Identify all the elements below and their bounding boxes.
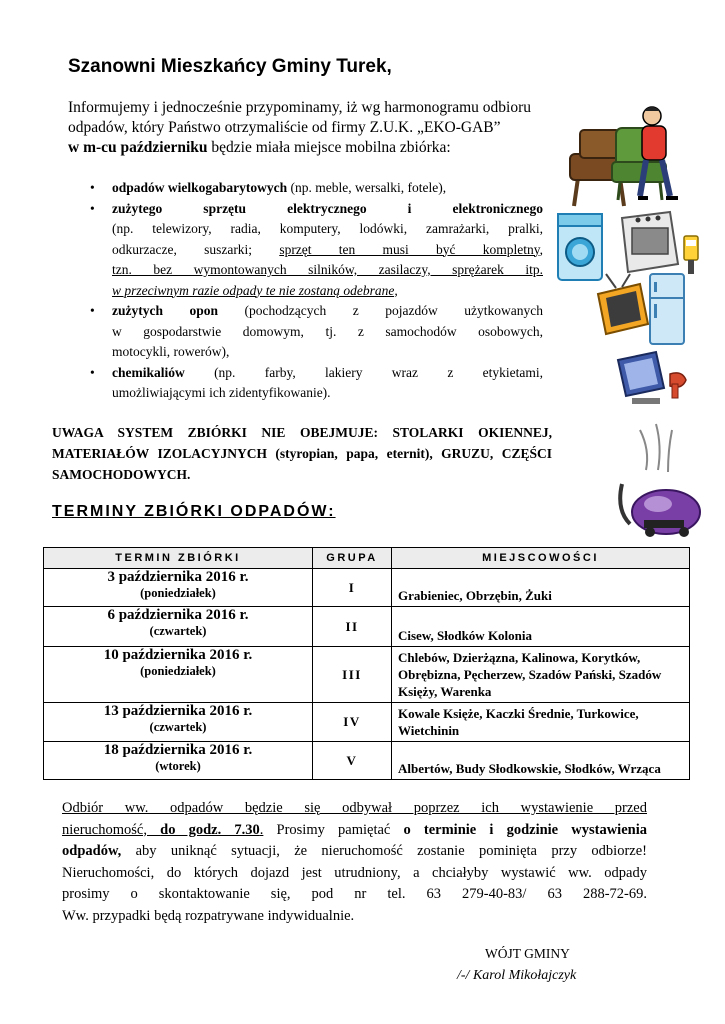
list-item xyxy=(90,301,543,363)
places-cell: Albertów, Budy Słodkowskie, Słodków, Wrząca xyxy=(392,742,690,780)
list-item-text: (np. farby, lakiery wraz z etykietami, xyxy=(214,364,543,380)
schedule-title: TERMINY ZBIÓRKI ODPADÓW: xyxy=(52,503,336,520)
intro-month: w m-cu październiku xyxy=(68,139,208,156)
tv-fridge-icon xyxy=(594,272,694,352)
footer-text: Prosimy pamiętać xyxy=(263,821,404,838)
signature-title: WÓJT GMINY xyxy=(485,946,570,961)
warning-line: SAMOCHODOWYCH. xyxy=(52,467,191,482)
list-item-text: (np. meble, wersalki, fotele), xyxy=(287,180,447,195)
group-cell: II xyxy=(313,607,392,647)
signature-name: /-/ Karol Mikołajczyk xyxy=(457,968,577,983)
date-cell xyxy=(44,742,313,780)
list-item-lead: odpadów wielkogabarytowych xyxy=(112,180,288,195)
footer-line: Nieruchomości, do których dojazd jest utrudniony, a chciałyby wystawić ww. odpady xyxy=(62,864,647,881)
list-item-text: (np. telewizory, radia, komputery, lodówki, zamrażarki, pralki, xyxy=(112,221,543,236)
list-item-text: umożliwiającymi ich zidentyfikowanie). xyxy=(112,385,331,400)
date-cell xyxy=(44,569,313,607)
intro-paragraph xyxy=(68,98,613,158)
collection-weekday: (poniedziałek) xyxy=(140,664,216,678)
table-header-row xyxy=(44,548,690,569)
list-item-line xyxy=(112,301,543,322)
places-cell: Grabieniec, Obrzębin, Żuki xyxy=(392,569,690,607)
list-item-warning: sprzęt ten musi być kompletny, xyxy=(279,241,543,257)
warning-line: UWAGA SYSTEM ZBIÓRKI NIE OBEJMUJE: STOLARKI OKIENNEJ, xyxy=(52,425,552,440)
intro-line: Informujemy i jednocześnie przypominamy, iż wg harmonogramu odbioru xyxy=(68,99,532,116)
collection-date: 10 października 2016 r. xyxy=(103,647,253,663)
places-cell: Kowale Księże, Kaczki Średnie, Turkowice, Wietchinin xyxy=(392,703,690,742)
bullet-icon: • xyxy=(90,180,95,195)
group-cell: IV xyxy=(313,703,392,742)
collection-date: 6 października 2016 r. xyxy=(107,607,249,623)
collection-date: 13 października 2016 r. xyxy=(103,703,253,719)
list-item xyxy=(90,199,543,302)
list-item-warning: w przeciwnym razie odpady te nie zostaną odebrane, xyxy=(112,282,398,298)
intro-line: odpadów, który Państwo otrzymaliście od firmy Z.U.K. „EKO-GAB” xyxy=(68,119,501,136)
footer-paragraph xyxy=(62,798,647,927)
footer-line xyxy=(62,841,647,863)
collection-weekday: (czwartek) xyxy=(149,624,207,638)
footer-deadline: do godz. 7.30 xyxy=(160,821,260,838)
waste-list xyxy=(90,178,543,404)
footer-line: Odbiór ww. odpadów będzie się odbywał poprzez ich wystawienie przed xyxy=(62,800,647,816)
group-cell: I xyxy=(313,569,392,607)
table-row xyxy=(44,647,690,703)
group-cell: III xyxy=(313,647,392,703)
list-item-lead: chemikaliów xyxy=(112,364,185,380)
list-item xyxy=(90,363,543,404)
list-item-text: motocykli, rowerów), xyxy=(112,344,230,359)
collection-weekday: (wtorek) xyxy=(155,759,201,773)
bullet-icon: • xyxy=(90,303,95,318)
footer-underlined: nieruchomość, xyxy=(62,821,161,838)
list-item-text: odkurzacze, suszarki; xyxy=(112,241,253,257)
column-header-date: TERMIN ZBIÓRKI xyxy=(44,548,313,569)
intro-line xyxy=(68,138,613,158)
list-item-lead: zużytych opon xyxy=(112,303,219,318)
collection-weekday: (czwartek) xyxy=(149,720,207,734)
footer-underlined: . xyxy=(259,821,264,838)
page-title: Szanowni Mieszkańcy Gminy Turek, xyxy=(68,56,392,77)
places-cell: Chlebów, Dzierżązna, Kalinowa, Korytków, Obrębizna, Pęcherzew, Szadów Pański, Szadów Księży, Warenka xyxy=(392,647,690,703)
date-cell xyxy=(44,607,313,647)
group-cell: V xyxy=(313,742,392,780)
collection-date: 18 października 2016 r. xyxy=(103,742,253,758)
table-row xyxy=(44,569,690,607)
intro-line-rest: będzie miała miejsce mobilna zbiórka: xyxy=(207,139,451,156)
column-header-places: MIEJSCOWOŚCI xyxy=(392,548,690,569)
footer-emphasis: odpadów, xyxy=(62,843,122,859)
date-cell xyxy=(44,703,313,742)
table-row xyxy=(44,703,690,742)
bullet-icon: • xyxy=(90,364,95,380)
places-cell: Cisew, Słodków Kolonia xyxy=(392,607,690,647)
list-item-warning: tzn. bez wymontowanych silników, zasilaczy, sprężarek itp. xyxy=(112,262,543,277)
list-item-lead: zużytego sprzętu elektrycznego i elektronicznego xyxy=(112,200,543,216)
footer-emphasis: o terminie i godzinie wystawienia xyxy=(403,821,647,838)
monitor-hairdryer-icon xyxy=(612,350,692,430)
collection-date: 3 października 2016 r. xyxy=(107,569,249,585)
vacuum-cleaner-icon xyxy=(610,420,710,540)
date-cell xyxy=(44,647,313,703)
list-item xyxy=(90,178,543,199)
column-header-group: GRUPA xyxy=(313,548,392,569)
warning-line: MATERIAŁÓW IZOLACYJNYCH (styropian, papa, eternit), GRUZU, CZĘŚCI xyxy=(52,446,552,461)
warning-notice xyxy=(52,422,552,485)
schedule-table xyxy=(43,547,690,780)
footer-line xyxy=(62,820,647,842)
table-row xyxy=(44,607,690,647)
footer-line: Ww. przypadki będą rozpatrywane indywidualnie. xyxy=(62,907,355,924)
collection-weekday: (poniedziałek) xyxy=(140,586,216,600)
footer-line: prosimy o skontaktowanie się, pod nr tel. 63 279-40-83/ 63 288-72-69. xyxy=(62,886,647,902)
list-item-line xyxy=(112,363,543,384)
list-item-text xyxy=(112,240,543,261)
list-item-text: w gospodarstwie domowym, tj. z samochodów osobowych, xyxy=(112,323,543,339)
bullet-icon: • xyxy=(90,200,95,216)
man-with-furniture-icon xyxy=(560,100,710,210)
table-row xyxy=(44,742,690,780)
footer-text: aby uniknąć sytuacji, że nieruchomość zostanie pominięta przy odbiorze! xyxy=(121,843,647,859)
list-item-text: (pochodzących z pojazdów użytkowanych xyxy=(244,303,543,318)
